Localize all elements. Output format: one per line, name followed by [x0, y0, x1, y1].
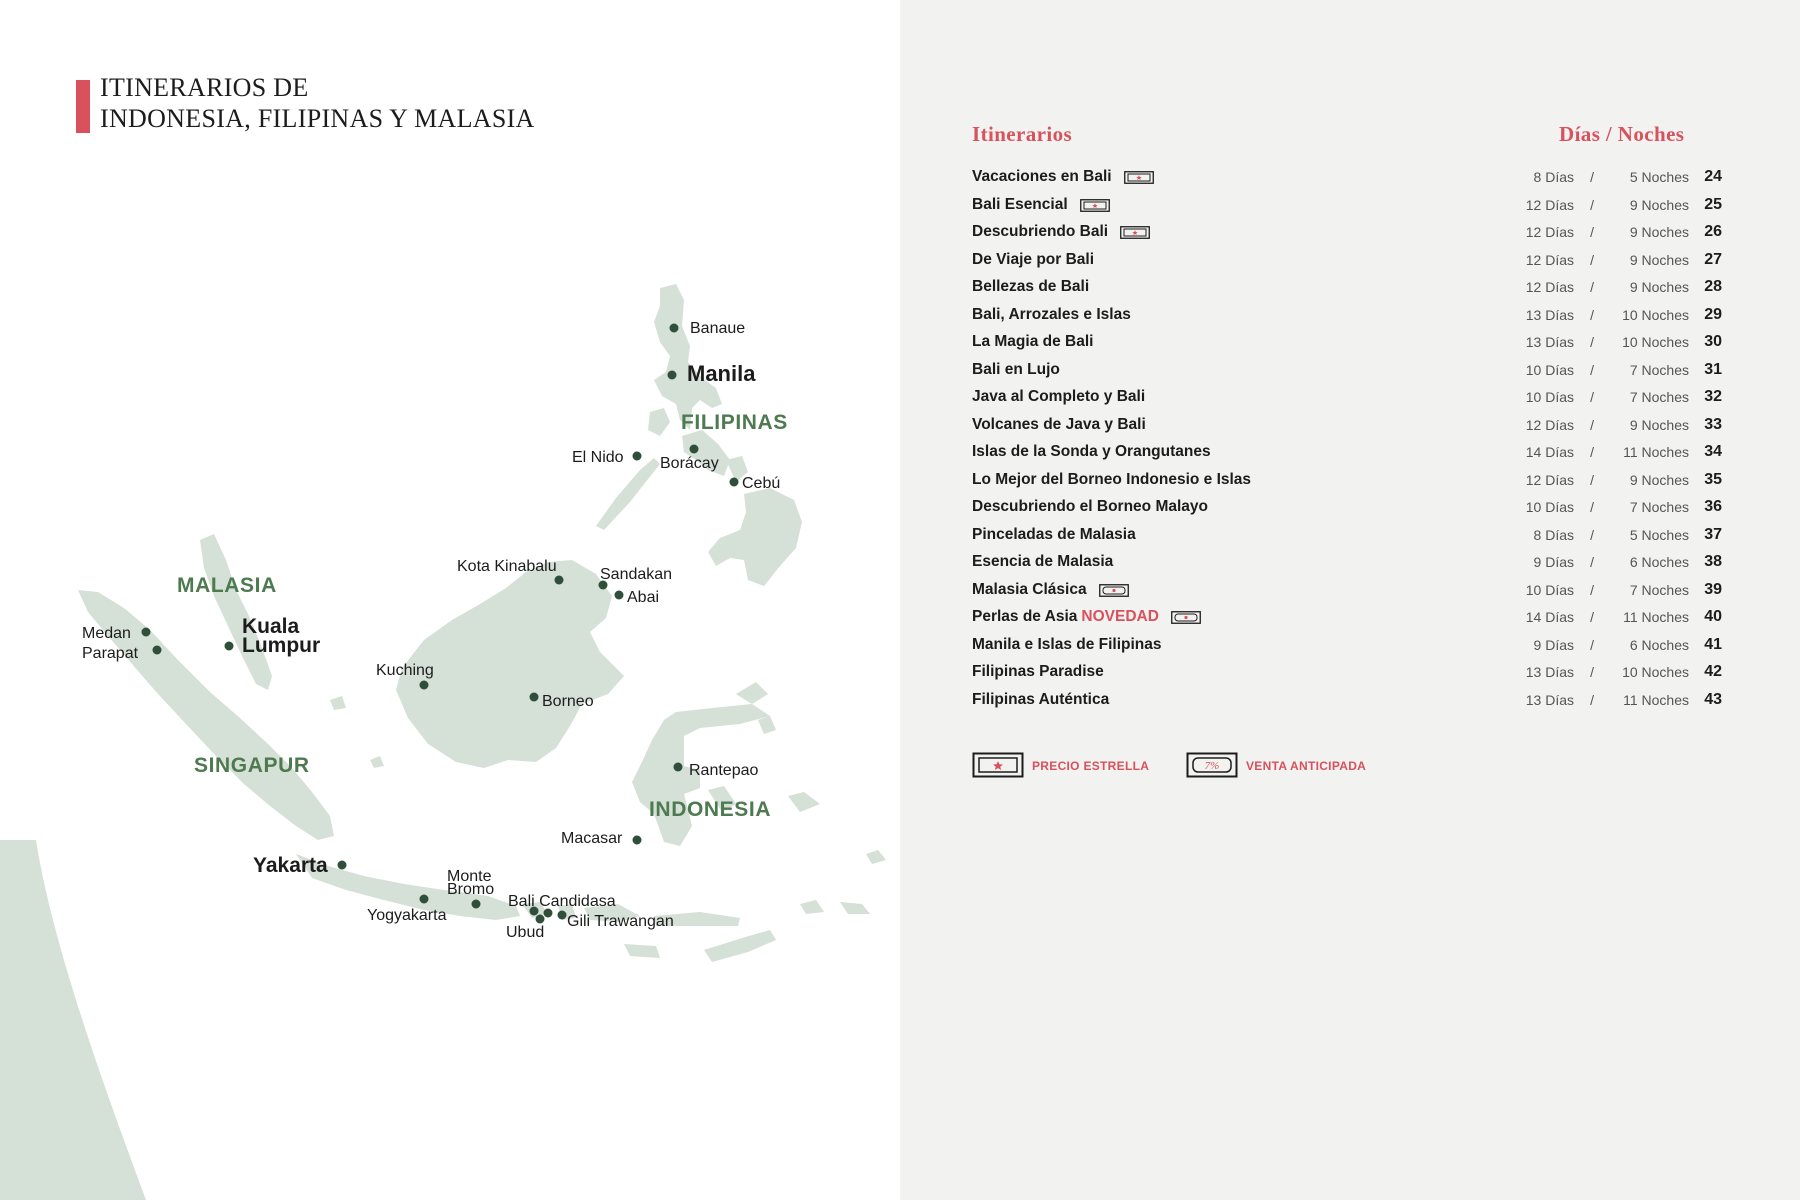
itinerary-name-text: Pinceladas de Malasia [972, 525, 1136, 543]
itinerary-name[interactable] [972, 579, 1087, 601]
land-east-islands [800, 900, 824, 914]
place-label-yogyakarta: Yogyakarta [367, 907, 447, 924]
novedad-badge: NOVEDAD [1081, 608, 1159, 625]
table-row[interactable] [972, 249, 1722, 277]
days-nights-separator: / [1590, 251, 1594, 268]
landmass [78, 284, 886, 962]
days-value: 12 Días [1525, 471, 1574, 488]
page-title-line-2: INDONESIA, FILIPINAS Y MALASIA [100, 104, 535, 133]
page-number: 40 [1704, 608, 1722, 625]
itinerary-name-text: La Magia de Bali [972, 333, 1094, 350]
place-label-cebu: Cebú [742, 475, 781, 492]
table-row[interactable] [972, 606, 1722, 634]
place-label-macasar: Macasar [561, 830, 623, 847]
table-row[interactable] [972, 689, 1722, 717]
corner-decoration [0, 840, 146, 1200]
dot-cebu[interactable] [730, 478, 739, 487]
page-number: 38 [1704, 553, 1722, 570]
place-label-lumpur: Lumpur [242, 634, 321, 657]
days-value: 13 Días [1525, 664, 1574, 680]
page-number: 32 [1704, 388, 1722, 405]
legend-label-precio-estrella: PRECIO ESTRELLA [1032, 759, 1150, 773]
itinerary-name[interactable] [972, 194, 1068, 216]
page-number: 25 [1704, 195, 1722, 213]
days-value: 14 Días [1525, 444, 1574, 460]
table-row[interactable] [972, 579, 1722, 607]
place-label-bromo: Bromo [447, 881, 495, 898]
days-value: 10 Días [1525, 581, 1574, 598]
itinerary-name[interactable] [972, 221, 1108, 243]
days-nights-separator: / [1590, 691, 1594, 708]
table-row[interactable] [972, 194, 1722, 222]
page-number: 41 [1704, 635, 1722, 653]
legend-precio-estrella [972, 752, 1192, 782]
dot-boracay[interactable] [690, 445, 699, 454]
days-value: 10 Días [1525, 361, 1574, 378]
dot-yakarta[interactable] [338, 861, 347, 870]
page-number: 27 [1704, 250, 1722, 268]
days-value: 12 Días [1525, 279, 1574, 295]
country-label-malasia: MALASIA [177, 574, 277, 597]
table-row[interactable] [972, 414, 1722, 442]
place-label-borneo: Borneo [542, 693, 594, 710]
days-nights-separator: / [1590, 224, 1594, 240]
days-nights-separator: / [1590, 306, 1594, 323]
nights-value: 9 Noches [1629, 224, 1689, 240]
itinerary-name[interactable] [972, 606, 1159, 628]
column-header-itinerarios: Itinerarios [972, 122, 1073, 146]
itinerary-name[interactable] [972, 689, 1109, 711]
land-islet-2 [330, 696, 346, 710]
country-label-indonesia: INDONESIA [649, 798, 772, 821]
place-label-kota-kinabalu: Kota Kinabalu [457, 558, 557, 575]
itinerary-name-text: Lo Mejor del Borneo Indonesio e Islas [972, 470, 1252, 488]
itinerary-name[interactable] [972, 634, 1162, 656]
table-row[interactable] [972, 386, 1722, 414]
itinerary-table [972, 166, 1722, 716]
table-row[interactable] [972, 661, 1722, 689]
days-value: 9 Días [1533, 636, 1574, 653]
days-nights-separator: / [1590, 471, 1594, 488]
dot-kota-kinabalu[interactable] [555, 576, 564, 585]
page-number: 28 [1704, 278, 1722, 295]
nights-value: 5 Noches [1629, 169, 1689, 185]
dot-banaue[interactable] [670, 324, 679, 333]
place-label-kuching: Kuching [376, 662, 434, 679]
land-timor [704, 930, 776, 962]
itinerary-name-text: Bellezas de Bali [972, 278, 1090, 295]
dot-ubud[interactable] [536, 915, 545, 924]
days-value: 10 Días [1525, 389, 1574, 405]
dot-kuching[interactable] [420, 681, 429, 690]
days-value: 12 Días [1525, 416, 1574, 433]
nights-value: 9 Noches [1629, 251, 1689, 268]
itinerary-name-text: Bali en Lujo [972, 360, 1060, 378]
itinerary-name[interactable] [972, 386, 1145, 408]
itinerary-name-text: Descubriendo Bali [972, 223, 1109, 240]
nights-value: 10 Noches [1622, 306, 1689, 323]
itinerary-name[interactable] [972, 166, 1112, 188]
land-malay-peninsula [200, 534, 272, 690]
dot-bromo[interactable] [472, 900, 481, 909]
place-label-manila: Manila [687, 361, 756, 386]
itinerary-name[interactable] [972, 276, 1089, 298]
place-label-yakarta: Yakarta [253, 854, 328, 877]
page-number: 42 [1704, 663, 1722, 680]
days-nights-separator: / [1590, 581, 1594, 598]
dot-borneo[interactable] [530, 693, 539, 702]
days-value: 12 Días [1525, 224, 1574, 240]
days-nights-separator: / [1590, 609, 1594, 625]
place-label-banaue: Banaue [690, 320, 746, 337]
page-title-line-1: ITINERARIOS DE [100, 73, 309, 102]
table-row[interactable] [972, 331, 1722, 359]
dot-abai[interactable] [615, 591, 624, 600]
dot-yogyakarta[interactable] [420, 895, 429, 904]
nights-value: 6 Noches [1629, 554, 1689, 570]
land-palawan [596, 458, 660, 530]
land-islet-1 [370, 756, 384, 768]
dot-kuala-lumpur[interactable] [225, 642, 234, 651]
nights-value: 9 Noches [1629, 471, 1689, 488]
itinerary-name-text: Islas de la Sonda y Orangutanes [972, 443, 1211, 460]
itinerary-name-text: Esencia de Malasia [972, 553, 1114, 570]
days-nights-separator: / [1590, 416, 1594, 433]
page-number: 31 [1704, 360, 1722, 378]
days-value: 9 Días [1533, 554, 1574, 570]
days-value: 8 Días [1533, 526, 1574, 543]
early-sale-icon [1171, 611, 1201, 624]
days-nights-separator: / [1590, 499, 1594, 515]
early-sale-mark: 7% [1204, 760, 1220, 772]
page-number: 29 [1704, 305, 1722, 323]
dot-el-nido[interactable] [633, 452, 642, 461]
days-nights-separator: / [1590, 279, 1594, 295]
itinerary-name[interactable] [972, 496, 1208, 518]
days-nights-separator: / [1590, 169, 1594, 185]
country-label-singapur: SINGAPUR [194, 754, 310, 777]
table-row[interactable] [972, 469, 1722, 497]
place-label-sandakan: Sandakan [600, 566, 673, 583]
country-label-filipinas: FILIPINAS [681, 411, 788, 434]
legend-venta-anticipada [1186, 752, 1406, 782]
days-value: 14 Días [1525, 609, 1574, 625]
itinerary-name-text: Malasia Clásica [972, 580, 1087, 598]
page-number: 36 [1704, 498, 1722, 515]
itinerary-name-text: Filipinas Auténtica [972, 690, 1110, 708]
itinerary-name[interactable] [972, 414, 1146, 436]
days-value: 10 Días [1525, 499, 1574, 515]
land-east-islands-2 [840, 902, 870, 914]
table-row[interactable] [972, 634, 1722, 662]
days-nights-separator: / [1590, 664, 1594, 680]
place-label-gili-trawangan: Gili Trawangan [567, 913, 674, 930]
place-label-ubud: Ubud [506, 924, 545, 941]
itinerary-name-text: De Viaje por Bali [972, 250, 1095, 268]
itinerary-name[interactable] [972, 524, 1136, 546]
land-sumba [624, 944, 660, 958]
days-nights-separator: / [1590, 334, 1594, 350]
table-row[interactable] [972, 276, 1722, 304]
itinerary-name-text: Descubriendo el Borneo Malayo [972, 498, 1208, 515]
days-value: 12 Días [1525, 196, 1574, 213]
land-maluku-2 [788, 792, 820, 812]
nights-value: 9 Noches [1629, 279, 1689, 295]
land-east-islands-3 [866, 850, 886, 864]
place-label-medan: Medan [82, 625, 131, 642]
page-number: 30 [1704, 333, 1722, 350]
days-nights-separator: / [1590, 444, 1594, 460]
page-number: 43 [1704, 690, 1722, 708]
itinerary-name-text: Filipinas Paradise [972, 663, 1104, 680]
page-number: 24 [1704, 168, 1722, 185]
itinerary-name-text: Java al Completo y Bali [972, 388, 1146, 405]
place-label-monte: Monte [447, 868, 492, 885]
land-maluku-1 [736, 682, 768, 704]
days-nights-separator: / [1590, 196, 1594, 213]
nights-value: 9 Noches [1629, 416, 1689, 433]
days-nights-separator: / [1590, 636, 1594, 653]
itinerary-name[interactable] [972, 304, 1131, 326]
place-label-abai: Abai [627, 589, 660, 606]
page-number: 26 [1704, 223, 1722, 240]
itinerary-name[interactable] [972, 469, 1251, 491]
dot-medan[interactable] [142, 628, 151, 637]
days-value: 13 Días [1525, 691, 1574, 708]
nights-value: 6 Noches [1629, 636, 1689, 653]
table-row[interactable] [972, 524, 1722, 552]
early-sale-icon [1099, 584, 1129, 597]
page-number: 33 [1704, 415, 1722, 433]
days-value: 13 Días [1525, 306, 1574, 323]
land-mindanao [708, 488, 802, 586]
star-price-icon [972, 752, 1024, 778]
days-nights-separator: / [1590, 361, 1594, 378]
table-row[interactable] [972, 304, 1722, 332]
table-row[interactable] [972, 221, 1722, 249]
days-value: 12 Días [1525, 251, 1574, 268]
nights-value: 10 Noches [1622, 664, 1689, 680]
table-row[interactable] [972, 551, 1722, 579]
nights-value: 7 Noches [1629, 499, 1689, 515]
page-number: 35 [1704, 470, 1722, 488]
table-row[interactable] [972, 166, 1722, 194]
days-nights-separator: / [1590, 526, 1594, 543]
nights-value: 5 Noches [1629, 526, 1689, 543]
page-number: 34 [1704, 443, 1722, 460]
dot-gili-trawangan[interactable] [558, 911, 567, 920]
table-row[interactable] [972, 359, 1722, 387]
table-row[interactable] [972, 496, 1722, 524]
page-title [100, 72, 535, 134]
page-number: 39 [1704, 580, 1722, 598]
nights-value: 11 Noches [1623, 609, 1689, 625]
legend-label-venta-anticipada: VENTA ANTICIPADA [1246, 759, 1367, 773]
itinerary-name-text: Bali Esencial [972, 195, 1068, 213]
land-maluku-3 [758, 716, 776, 734]
star-price-icon [1120, 226, 1150, 239]
itinerary-name[interactable] [972, 331, 1093, 353]
place-label-rantepao: Rantepao [689, 762, 759, 779]
title-accent-bar [76, 80, 90, 133]
itinerary-name-text: Bali, Arrozales e Islas [972, 305, 1131, 323]
star-price-icon [1080, 199, 1110, 212]
table-row[interactable] [972, 441, 1722, 469]
nights-value: 11 Noches [1623, 444, 1689, 460]
itinerary-name[interactable] [972, 441, 1211, 463]
itinerary-name[interactable] [972, 661, 1104, 683]
itinerary-name-text: Vacaciones en Bali [972, 168, 1112, 185]
itinerary-name[interactable] [972, 551, 1113, 573]
dot-rantepao[interactable] [674, 763, 683, 772]
days-value: 13 Días [1525, 334, 1574, 350]
land-mindoro [648, 408, 670, 436]
nights-value: 7 Noches [1629, 389, 1689, 405]
nights-value: 7 Noches [1629, 581, 1689, 598]
nights-value: 11 Noches [1623, 691, 1689, 708]
place-label-parapat: Parapat [82, 645, 139, 662]
dot-parapat[interactable] [153, 646, 162, 655]
itinerary-name[interactable] [972, 359, 1060, 381]
place-label-bali-candidasa: Bali Candidasa [508, 893, 616, 910]
early-sale-icon [1186, 752, 1238, 778]
itinerary-name-text: Volcanes de Java y Bali [972, 415, 1146, 433]
place-label-el-nido: El Nido [572, 449, 624, 466]
itinerary-name[interactable] [972, 249, 1094, 271]
column-header-dias-noches: Días / Noches [1559, 122, 1685, 146]
land-luzon [654, 284, 722, 430]
itinerary-name-text: Manila e Islas de Filipinas [972, 635, 1162, 653]
star-price-icon [1124, 171, 1154, 184]
place-label-boracay: Borácay [660, 455, 719, 472]
page-number: 37 [1704, 525, 1722, 543]
dot-macasar[interactable] [633, 836, 642, 845]
days-value: 8 Días [1533, 169, 1574, 185]
days-nights-separator: / [1590, 554, 1594, 570]
itinerary-name-text: Perlas de Asia [972, 608, 1078, 625]
days-nights-separator: / [1590, 389, 1594, 405]
nights-value: 9 Noches [1629, 196, 1689, 213]
nights-value: 7 Noches [1629, 361, 1689, 378]
dot-manila[interactable] [668, 371, 677, 380]
nights-value: 10 Noches [1622, 334, 1689, 350]
place-label-kuala: Kuala [242, 615, 300, 638]
